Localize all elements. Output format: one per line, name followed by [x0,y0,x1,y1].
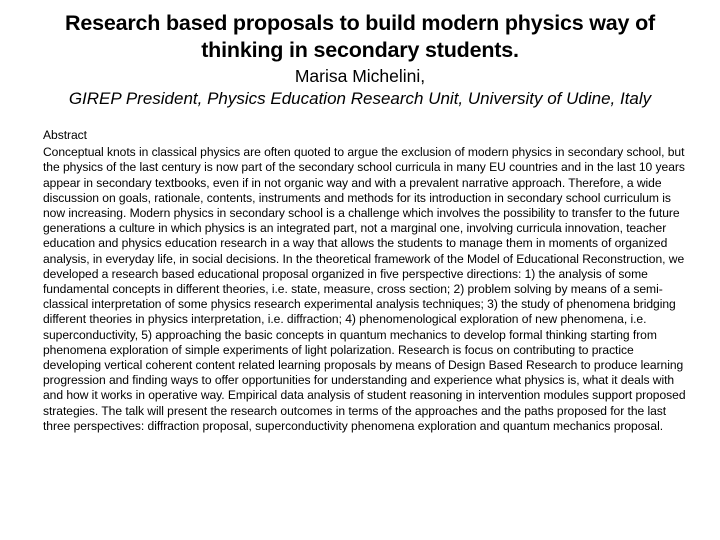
author-name: Marisa Michelini, [294,66,426,86]
abstract-section [43,128,691,434]
author-affiliation: GIREP President, Physics Education Research Unit, University of Udine, Italy [68,89,652,108]
title-block [30,10,690,110]
slide-title: Research based proposals to build modern physics way of thinking in secondary students. [65,11,655,62]
abstract-heading: Abstract [43,128,87,142]
abstract-body: Conceptual knots in classical physics are often quoted to argue the exclusion of modern physics in secondary school, but the physics of the last century is now part of the secondary school curricula in many EU countries and in the last 10 years appear in secondary textbooks, even if in not organic way and with a prevalent narrative approach. Therefore, a wide discussion on goals, rationale, contents, instruments and methods for its introduction in secondary school curriculum is now increasing. Modern physics in secondary school is a challenge which involves the possibility to transfer to the future generations a culture in which physics is an integrated part, not a marginal one, involving curricula innovation, teacher education and physics education research in a way that allows the students to manage them in moments of organized analysis, in everyday life, in social decisions. In the theoretical framework of the Model of Educational Reconstruction, we developed a research based educational proposal organized in five perspective directions: 1) the analysis of some fundamental concepts in different theories, i.e. state, measure, cross section; 2) problem solving by means of a semi-classical interpretation of some physics research experimental analysis techniques; 3) the study of phenomena bridging different theories in physics interpretation, i.e. diffraction; 4) phenomenological exploration of new phenomena, i.e. superconductivity, 5) approaching the basic concepts in quantum mechanics to develop formal thinking starting from phenomena exploration of simple experiments of light polarization. Research is focus on contributing to practice developing vertical coherent content related learning proposals by means of Design Based Research to produce learning progression and finding ways to offer opportunities for understanding and experience what physics is, what it deals with and how it works in operative way. Empirical data analysis of student reasoning in intervention modules support proposed strategies. The talk will present the research outcomes in terms of the approaches and the paths proposed for the last three perspectives: diffraction proposal, superconductivity phenomena exploration and quantum mechanics proposal. [43,145,686,433]
